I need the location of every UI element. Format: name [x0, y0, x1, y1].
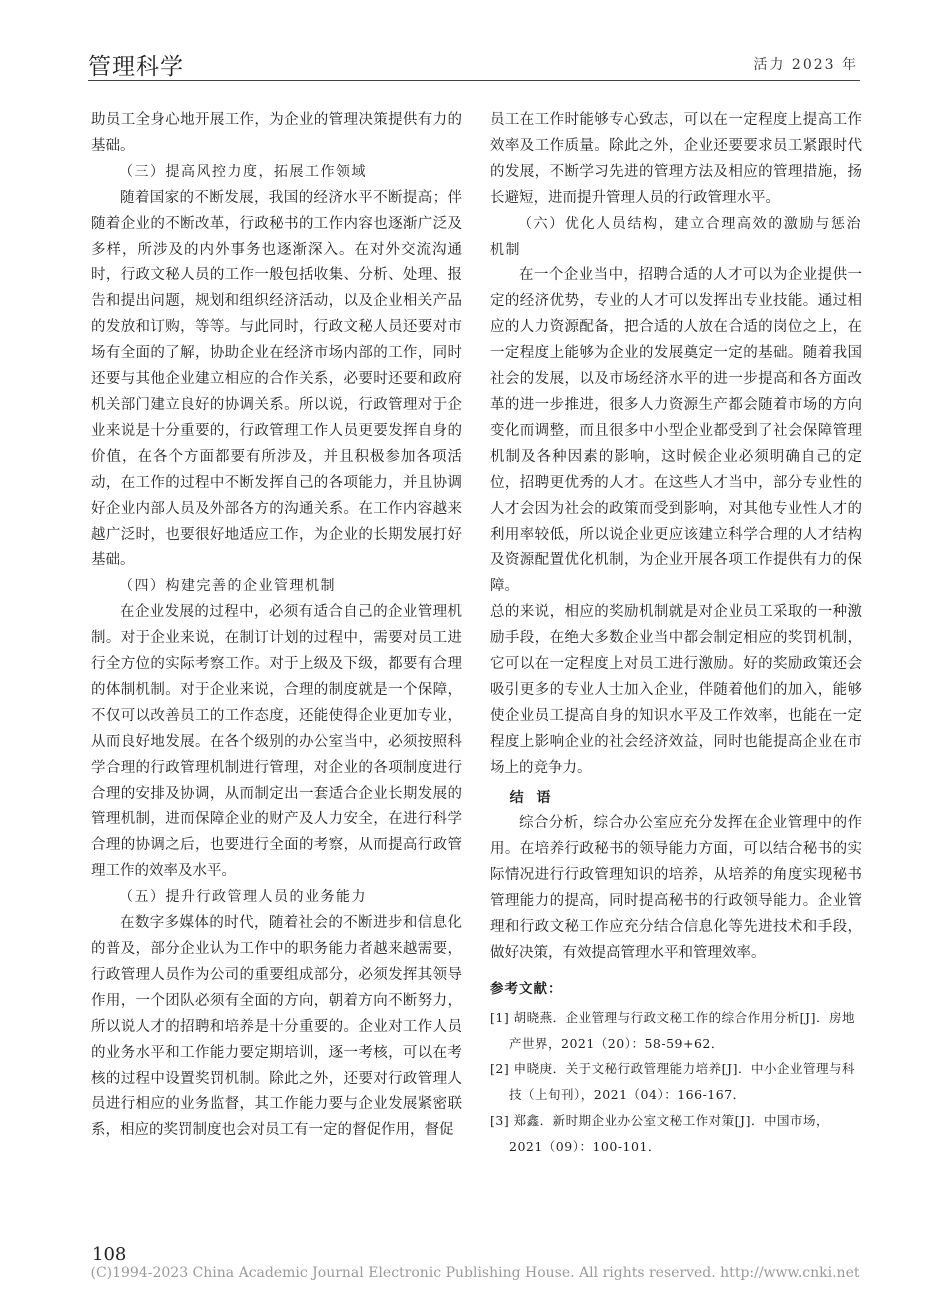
paragraph: 随着国家的不断发展，我国的经济水平不断提高；伴随着企业的不断改革，行政秘书的工作内容也逐渐广泛及多样，所涉及的内外事务也逐渐深入。在对外交流沟通时，行政文秘人员的工作一般包括收集、分析、处理、报告和提出问题，规划和组织经济活动，以及企业相关产品的发放和订购，等等。与此同时，行政文秘人员还要对市场有全面的了解，协助企业在经济市场内部的工作，同时还要与其他企业建立相应的合作关系，必要时还要和政府机关部门建立良好的协调关系。所以说，行政管理对于企业来说是十分重要的，行政管理工作人员更要发挥自身的价值，在各个方面都要有所涉及，并且积极参加各项活动，在工作的过程中不断发挥自己的各项能力，并且协调好企业内部人员及外部各方的沟通关系。在工作内容越来越广泛时，也要很好地适应工作，为企业的长期发展打好基础。: [91, 189, 462, 569]
reference-item: [1] 胡晓燕．企业管理与行政文秘工作的综合作用分析[J]．房地产世界，2021（20）：58-59+62．: [490, 1009, 855, 1051]
section-heading-4: （四）构建完善的企业管理机制: [119, 578, 336, 595]
paragraph: 员工在工作时能够专心致志，可以在一定程度上提高工作效率及工作质量。除此之外，企业还要要求员工紧跟时代的发展，不断学习先进的管理方法及相应的管理措施，扬长避短，进而提升管理人员的行政管理水平。: [490, 112, 862, 206]
references-heading: 参考文献：: [490, 980, 563, 997]
issue-label: 活力 2023 年: [753, 57, 858, 73]
paragraph: 在企业发展的过程中，必须有适合自己的企业管理机制。对于企业来说，在制订计划的过程中，需要对员工进行全方位的实际考察工作。对于上级及下级，都要有合理的体制机制。对于企业来说，合理的制度就是一个保障，不仅可以改善员工的工作态度，还能使得企业更加专业，从而良好地发展。在各个级别的办公室当中，必须按照科学合理的行政管理机制进行管理，对企业的各项制度进行合理的安排及协调，从而制定出一套适合企业长期发展的管理机制，进而保障企业的财产及人力安全，在进行科学合理的协调之后，也要进行全面的考察，从而提高行政管理工作的效率及水平。: [91, 604, 462, 880]
paragraph: 在数字多媒体的时代，随着社会的不断进步和信息化的普及，部分企业认为工作中的职务能力者越来越需要，行政管理人员作为公司的重要组成部分，必须发挥其领导作用，一个团队必须有全面的方向，朝着方向不断努力，所以说人才的招聘和培养是十分重要的。企业对工作人员的业务水平和工作能力要定期培训，逐一考核，可以在考核的过程中设置奖罚机制。除此之外，还要对行政管理人员进行相应的业务监督，其工作能力要与企业发展紧密联系，相应的奖罚制度也会对员工有一定的督促作用，督促: [91, 915, 462, 1139]
header-rule: [88, 80, 860, 81]
reference-item: [2] 申晓庚．关于文秘行政管理能力培养[J]．中小企业管理与科技（上旬刊），2021（04）：166-167．: [490, 1061, 855, 1103]
paragraph: 综合分析，综合办公室应充分发挥在企业管理中的作用。在培养行政秘书的领导能力方面，可以结合秘书的实际情况进行行政管理知识的培养，从培养的角度实现秘书管理能力的提高，同时提高秘书的行政领导能力。企业管理和行政文秘工作应充分结合信息化等先进技术和手段，做好决策，有效提高管理水平和管理效率。: [490, 815, 862, 961]
section-heading-6: （六）优化人员结构，建立合理高效的激励与惩治机制: [490, 215, 862, 258]
paragraph: 总的来说，相应的奖励机制就是对企业员工采取的一种激励手段，在绝大多数企业当中都会制定相应的奖罚机制，它可以在一定程度上对员工进行激励。好的奖励政策还会吸引更多的专业人士加入企业，伴随着他们的加入，能够使企业员工提高自身的知识水平及工作效率，也能在一定程度上影响企业的社会经济效益，同时也能提高企业在市场上的竞争力。: [490, 604, 862, 776]
right-column: [490, 108, 862, 1160]
copyright-footer: (C)1994-2023 China Academic Journal Electronic Publishing House. All rights reserved. http://www.cnki.net: [90, 1265, 860, 1281]
page-number: 108: [92, 1244, 127, 1265]
reference-item: [3] 郑鑫．新时期企业办公室文秘工作对策[J]．中国市场，2021（09）：100-101．: [490, 1113, 829, 1154]
left-column: [91, 108, 462, 1144]
section-heading-5: （五）提升行政管理人员的业务能力: [119, 889, 367, 906]
conclusion-heading: 结 语: [509, 789, 555, 806]
paragraph: 助员工全身心地开展工作，为企业的管理决策提供有力的基础。: [91, 112, 462, 154]
section-heading-3: （三）提高风控力度，拓展工作领域: [119, 163, 367, 180]
journal-title: 管理科学: [88, 54, 184, 80]
paragraph: 在一个企业当中，招聘合适的人才可以为企业提供一定的经济优势，专业的人才可以发挥出专业技能。通过相应的人力资源配备，把合适的人放在合适的岗位之上，在一定程度上能够为企业的发展奠定一定的基础。随着我国社会的发展，以及市场经济水平的进一步提高和各方面改革的进一步推进，很多人力资源生产都会随着市场的方向变化而调整，而且很多中小型企业都受到了社会保障管理机制及各种因素的影响，这时候企业必须明确自己的定位，招聘更优秀的人才。在这些人才当中，部分专业性的人才会因为社会的政策而受到影响，对其他专业性人才的利用率较低，所以说企业更应该建立科学合理的人才结构及资源配置优化机制，为企业开展各项工作提供有力的保障。: [490, 267, 862, 595]
